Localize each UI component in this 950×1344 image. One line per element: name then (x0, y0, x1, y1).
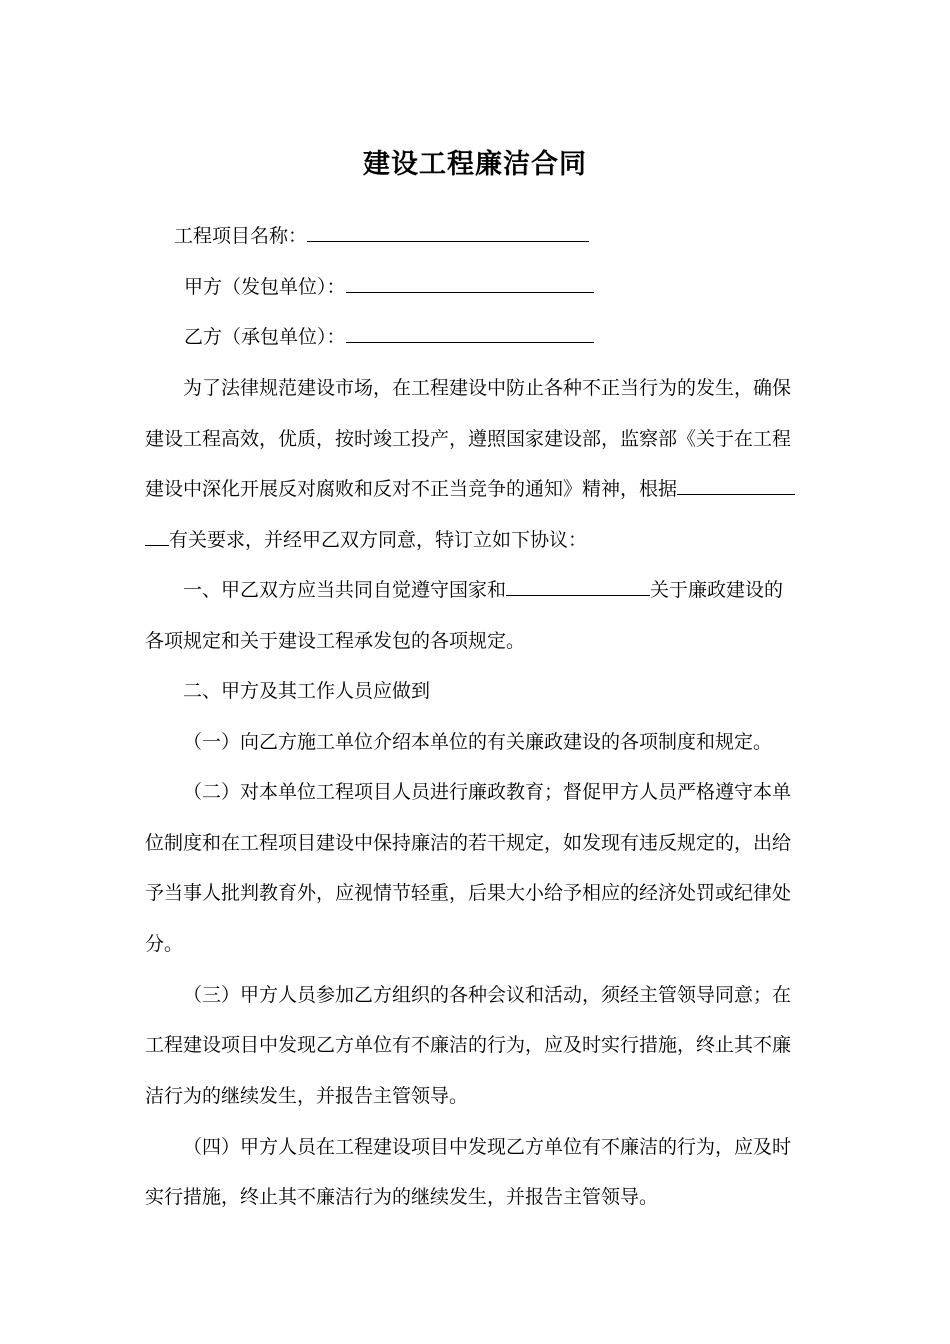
clause-1-text-b: 关于廉政建设的 (650, 579, 784, 601)
document-title: 建设工程廉洁合同 (363, 149, 587, 180)
preamble-line-1: 为了法律规范建设市场，在工程建设中防止各种不正当行为的发生，确保 (183, 377, 792, 399)
preamble-line-3 (145, 474, 815, 504)
party-b-blank[interactable] (346, 322, 594, 343)
clause-2-item-3-line-1: （三）甲方人员参加乙方组织的各种会议和活动，须经主管领导同意；在 (183, 984, 792, 1006)
clause-1-line-1 (183, 575, 853, 605)
clause-2-item-2-line-2: 位制度和在工程项目建设中保持廉洁的若干规定，如发现有违反规定的，出给 (145, 832, 792, 854)
party-a-label: 甲方（发包单位）： (184, 276, 346, 298)
clause-2-item-2-line-1: （二）对本单位工程项目人员进行廉政教育；督促甲方人员严格遵守本单 (183, 781, 792, 803)
party-b-line (184, 322, 854, 352)
clause-2-item-4-line-1: （四）甲方人员在工程建设项目中发现乙方单位有不廉洁的行为，应及时 (183, 1136, 792, 1158)
region-blank[interactable] (506, 575, 650, 596)
clause-2-item-4-line-2: 实行措施，终止其不廉洁行为的继续发生，并报告主管领导。 (145, 1186, 659, 1208)
preamble-line-4 (145, 525, 815, 555)
preamble-line-4-text: 有关要求，并经甲乙双方同意，特订立如下协议： (169, 529, 588, 551)
basis-blank[interactable] (677, 474, 795, 495)
clause-2-item-1: （一）向乙方施工单位介绍本单位的有关廉政建设的各项制度和规定。 (183, 731, 773, 753)
party-a-blank[interactable] (346, 272, 594, 293)
project-name-line (174, 221, 844, 251)
clause-1-line-2: 各项规定和关于建设工程承发包的各项规定。 (145, 630, 526, 652)
project-name-blank[interactable] (307, 221, 589, 242)
clause-2-item-3-line-2: 工程建设项目中发现乙方单位有不廉洁的行为，应及时实行措施，终止其不廉 (145, 1034, 792, 1056)
party-a-line (184, 272, 854, 302)
preamble-line-2: 建设工程高效，优质，按时竣工投产，遵照国家建设部，监察部《关于在工程 (145, 428, 792, 450)
preamble-line-3-text: 建设中深化开展反对腐败和反对不正当竞争的通知》精神，根据 (145, 478, 678, 500)
project-name-label: 工程项目名称： (174, 225, 308, 247)
clause-2-heading: 二、甲方及其工作人员应做到 (183, 680, 431, 702)
clause-2-item-3-line-3: 洁行为的继续发生，并报告主管领导。 (145, 1085, 469, 1107)
clause-2-item-2-line-4: 分。 (145, 933, 184, 955)
clause-1-text-a: 一、甲乙双方应当共同自觉遵守国家和 (183, 579, 507, 601)
basis-blank-continued[interactable] (145, 525, 169, 546)
clause-2-item-2-line-3: 予当事人批判教育外，应视情节轻重，后果大小给予相应的经济处罚或纪律处 (145, 882, 792, 904)
party-b-label: 乙方（承包单位）： (184, 326, 346, 348)
